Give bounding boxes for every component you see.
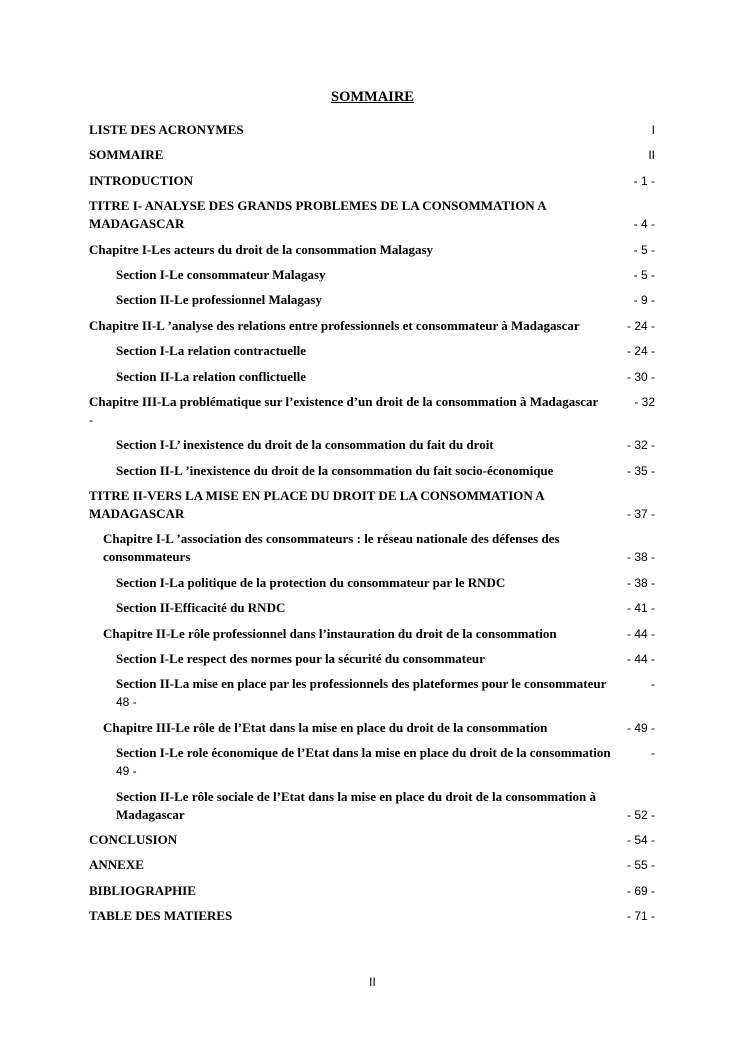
toc-entry-chapitre-2-3[interactable] xyxy=(89,719,655,737)
table-of-contents xyxy=(89,121,655,933)
toc-entry-label: Section II-Le professionnel Malagasy xyxy=(116,292,322,308)
toc-entry-liste-des-acronymes[interactable] xyxy=(89,121,655,139)
toc-entry-label: LISTE DES ACRONYMES xyxy=(89,122,244,137)
toc-entry-section-1-1-2[interactable] xyxy=(89,291,655,309)
toc-entry-page-tail: 48 - xyxy=(116,695,137,710)
toc-entry-label: Section II-Efficacité du RNDC xyxy=(116,600,286,616)
toc-entry-page: - 24 - xyxy=(626,344,655,359)
toc-entry-page: - 30 - xyxy=(626,369,655,384)
toc-entry-page-tail: - xyxy=(89,412,93,427)
toc-entry-label: Section II-Le rôle sociale de l’Etat dans la mise en place du droit de la consommation à Madagascar xyxy=(116,788,597,822)
toc-entry-label: Chapitre II-L ’analyse des relations entre professionnels et consommateur à Madagascar xyxy=(89,317,580,333)
toc-entry-chapitre-1-3[interactable] xyxy=(89,393,655,429)
toc-entry-label xyxy=(116,675,655,711)
toc-entry-section-2-2-2[interactable] xyxy=(89,675,655,711)
toc-entry-label: Section I-Le consommateur Malagasy xyxy=(116,266,326,282)
page-title: SOMMAIRE xyxy=(331,89,414,105)
toc-entry-label-text: Section II-La mise en place par les professionnels des plateformes pour le consommateur xyxy=(116,676,607,692)
toc-entry-page: - 49 - xyxy=(626,720,655,735)
toc-entry-annexe[interactable] xyxy=(89,856,655,874)
toc-entry-label: INTRODUCTION xyxy=(89,172,194,188)
toc-entry-label: BIBLIOGRAPHIE xyxy=(89,882,196,898)
toc-entry-chapitre-1-1[interactable] xyxy=(89,241,655,259)
toc-entry-label: Chapitre III-Le rôle de l’Etat dans la mise en place du droit de la consommation xyxy=(103,719,548,735)
toc-entry-page: - 9 - xyxy=(633,293,655,308)
toc-entry-label: Section II-L ’inexistence du droit de la consommation du fait socio-économique xyxy=(116,462,554,478)
toc-entry-page: - 54 - xyxy=(626,832,655,847)
toc-entry-page: - 37 - xyxy=(626,507,655,522)
toc-entry-page: - 71 - xyxy=(626,909,655,924)
toc-entry-label: Section I-La relation contractuelle xyxy=(116,343,307,359)
toc-entry-table-des-matieres[interactable] xyxy=(89,907,655,925)
toc-entry-label: Chapitre I-L ’association des consommateurs : le réseau nationale des défenses des consommateurs xyxy=(103,531,560,565)
toc-entry-section-2-3-1[interactable] xyxy=(89,744,655,780)
toc-entry-page: - xyxy=(651,677,655,692)
toc-entry-page: - 69 - xyxy=(626,883,655,898)
toc-entry-page: - 24 - xyxy=(626,318,655,333)
toc-entry-chapitre-2-1[interactable] xyxy=(89,530,655,566)
toc-entry-label xyxy=(89,393,655,429)
toc-entry-page-tail: 49 - xyxy=(116,764,137,779)
toc-entry-label-text: Chapitre III-La problématique sur l’existence d’un droit de la consommation à Madagascar xyxy=(89,393,599,409)
toc-entry-page: - 1 - xyxy=(633,173,655,188)
toc-entry-page: - 55 - xyxy=(626,858,655,873)
toc-entry-bibliographie[interactable] xyxy=(89,882,655,900)
toc-entry-page: - 38 - xyxy=(626,550,655,565)
toc-entry-page: I xyxy=(651,123,655,137)
toc-entry-conclusion[interactable] xyxy=(89,831,655,849)
toc-entry-label: TITRE I- ANALYSE DES GRANDS PROBLEMES DE LA CONSOMMATION A MADAGASCAR xyxy=(89,198,546,232)
toc-entry-chapitre-2-2[interactable] xyxy=(89,625,655,643)
toc-entry-titre-1[interactable] xyxy=(89,197,655,233)
toc-entry-section-1-1-1[interactable] xyxy=(89,266,655,284)
toc-entry-section-1-2-2[interactable] xyxy=(89,368,655,386)
toc-entry-section-2-3-2[interactable] xyxy=(89,788,655,824)
toc-entry-label xyxy=(116,744,655,780)
toc-entry-page: - 44 - xyxy=(626,626,655,641)
toc-entry-section-2-2-1[interactable] xyxy=(89,650,655,668)
toc-entry-label: Section I-L’ inexistence du droit de la consommation du fait du droit xyxy=(116,437,494,453)
toc-entry-label: TABLE DES MATIERES xyxy=(89,908,233,924)
toc-entry-chapitre-1-2[interactable] xyxy=(89,317,655,335)
toc-entry-page: - 32 - xyxy=(626,438,655,453)
toc-entry-label: Chapitre I-Les acteurs du droit de la consommation Malagasy xyxy=(89,241,434,257)
toc-entry-introduction[interactable] xyxy=(89,172,655,190)
toc-entry-section-1-2-1[interactable] xyxy=(89,342,655,360)
toc-entry-page: - 4 - xyxy=(633,217,655,232)
toc-entry-label: Section II-La relation conflictuelle xyxy=(116,368,307,384)
toc-entry-section-2-1-1[interactable] xyxy=(89,574,655,592)
toc-entry-page: - 41 - xyxy=(626,601,655,616)
toc-entry-label: Section I-Le respect des normes pour la sécurité du consommateur xyxy=(116,651,485,667)
toc-entry-page: - 52 - xyxy=(626,807,655,822)
toc-entry-label: CONCLUSION xyxy=(89,831,178,847)
toc-entry-sommaire[interactable] xyxy=(89,146,655,164)
toc-entry-label: SOMMAIRE xyxy=(89,147,164,163)
toc-entry-label: TITRE II-VERS LA MISE EN PLACE DU DROIT DE LA CONSOMMATION A MADAGASCAR xyxy=(89,488,544,522)
toc-entry-page: - 5 - xyxy=(633,242,655,257)
toc-entry-label: Section I-La politique de la protection du consommateur par le RNDC xyxy=(116,574,506,590)
toc-entry-section-1-3-1[interactable] xyxy=(89,436,655,454)
toc-entry-page: - 38 - xyxy=(626,575,655,590)
toc-entry-page: - 32 xyxy=(634,394,655,409)
toc-entry-section-2-1-2[interactable] xyxy=(89,599,655,617)
toc-entry-page: - xyxy=(651,746,655,761)
toc-entry-label-text: Section I-Le role économique de l’Etat dans la mise en place du droit de la consommation xyxy=(116,745,611,761)
toc-entry-page: - 35 - xyxy=(626,463,655,478)
toc-entry-page: - 5 - xyxy=(633,267,655,282)
toc-entry-titre-2[interactable] xyxy=(89,487,655,523)
toc-entry-section-1-3-2[interactable] xyxy=(89,462,655,480)
footer-page-number: II xyxy=(369,975,376,989)
toc-entry-page: - 44 - xyxy=(626,652,655,667)
toc-entry-label: Chapitre II-Le rôle professionnel dans l’instauration du droit de la consommation xyxy=(103,625,557,641)
toc-entry-label: ANNEXE xyxy=(89,857,144,873)
toc-entry-page: II xyxy=(648,148,655,163)
